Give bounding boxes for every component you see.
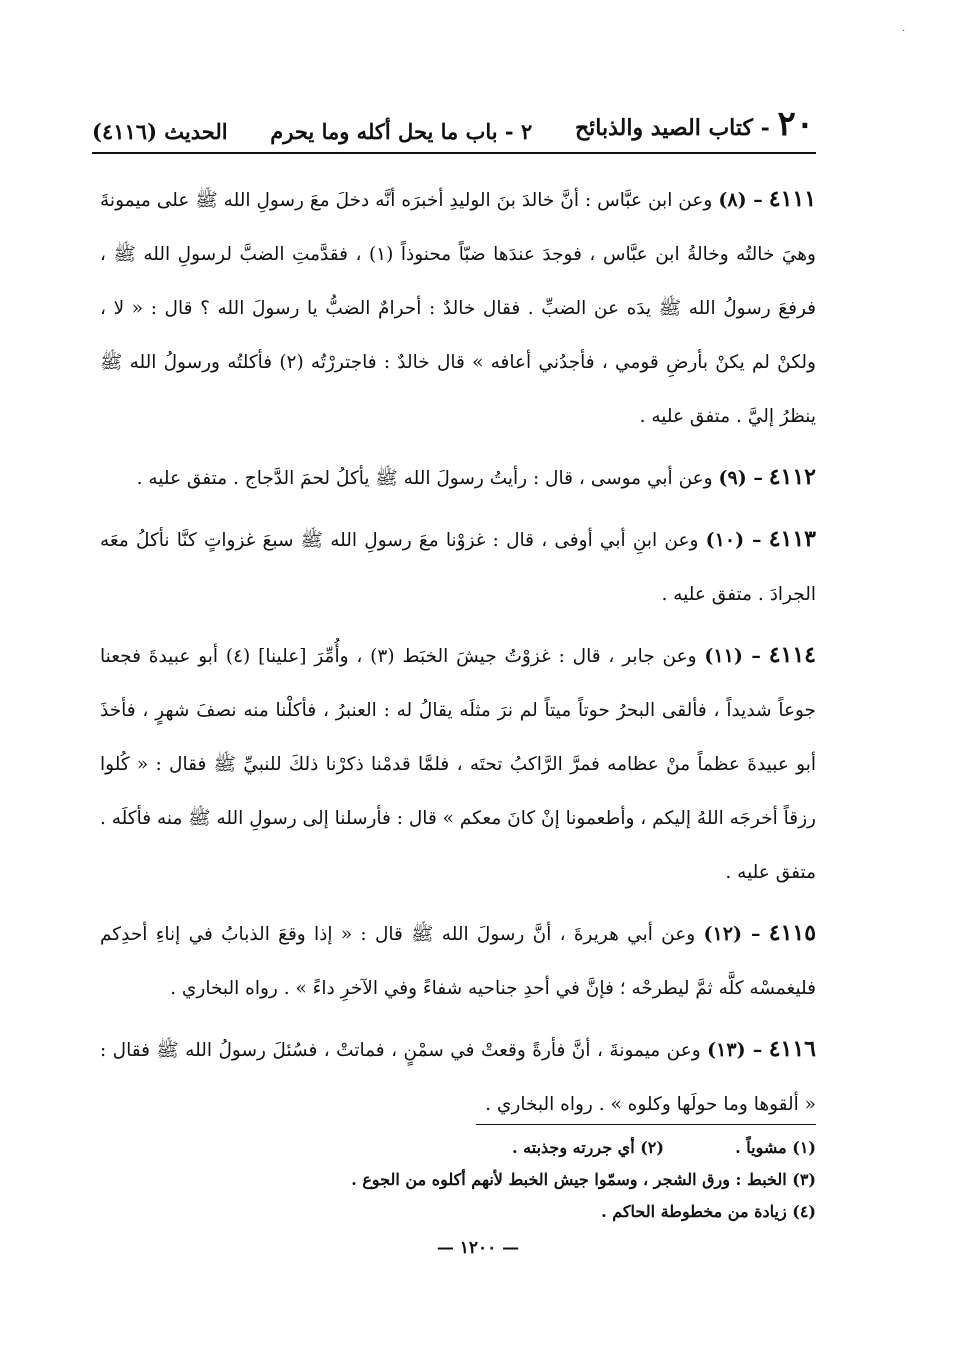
- hadith-number: ٤١١٦: [768, 1036, 816, 1062]
- footnote-2: (٢) أي جررته وجذبته .: [512, 1138, 664, 1157]
- footnote-1: (١) مشوياً .: [735, 1138, 816, 1157]
- hadith-sub-number: – (١٢): [703, 923, 761, 945]
- hadith-4113: [100, 512, 816, 622]
- hadith-text: وعن ابنِ أبي أوفى ، قال : غزوْنا معَ رسولِ الله ﷺ سبعَ غزواتٍ كنَّا نأكلُ معَه الجرادَ . متفق عليه .: [100, 530, 816, 605]
- hadith-4116: [100, 1022, 816, 1132]
- footnote-row-1: [216, 1132, 816, 1164]
- header-hadith-range: الحديث (٤١١٦): [92, 119, 228, 144]
- hadith-sub-number: – (١٠): [705, 529, 762, 551]
- page-footer-number: — ١٢٠٠ —: [436, 1238, 520, 1258]
- hadith-4114: [100, 628, 816, 900]
- hadith-number: ٤١١١: [768, 186, 817, 212]
- hadith-text: وعن أبي هريرةَ ، أنَّ رسولَ الله ﷺ قال : « إذا وقعَ الذبابُ في إناءِ أحدِكم فليغمسْه كلَّه ثمَّ ليطرحْه ؛ فإنَّ في أحدِ جناحيه شفاءً وفي الآخرِ داءً » . رواه البخاري .: [100, 924, 816, 999]
- hadith-number: ٤١١٣: [768, 526, 816, 552]
- running-header: [92, 100, 814, 144]
- hadith-text: وعن ميمونةَ ، أنَّ فأرةً وقعتْ في سمْنٍ ، فماتتْ ، فسُئلَ رسولُ الله ﷺ فقال : « ألقوها وما حولَها وكلوه » . رواه البخاري .: [100, 1040, 816, 1115]
- header-rule: [92, 152, 816, 154]
- hadith-text: وعن ابن عبَّاس : أنَّ خالدَ بنَ الوليدِ أخبرَه أنَّه دخلَ معَ رسولِ الله ﷺ على ميمونةَ وهيَ خالتُه وخالةُ ابن عبَّاس ، فوجدَ عندَها ضبّاً محنوذاً (١) ، فقدَّمتِ الضبَّ لرسولِ الله ﷺ ، فرفعَ رسولُ الله ﷺ يدَه عن الضبِّ . فقال خالدٌ : أحرامٌ الضبُّ يا رسولَ الله ؟ قال : « لا ، ولكنْ لم يكنْ بأرضِ قومي ، فأجدُني أعافه » قال خالدٌ : فاجتررْتُه (٢) فأكلتُه ورسولُ الله ﷺ ينظرُ إليَّ . متفق عليه .: [100, 190, 816, 427]
- hadith-text: وعن جابر ، قال : غزوْتُ جيشَ الخبَط (٣) ، وأُمِّرَ [علينا] (٤) أبو عبيدةَ فجعنا جوعاً شديداً ، فألقى البحرُ حوتاً ميتاً لم نرَ مثلَه يقالُ له : العنبرُ ، فأكلْنا منه نصفَ شهرٍ ، فأخذَ أبو عبيدةَ عظماً منْ عظامه فمرَّ الرَّاكبُ تحتَه ، فلمَّا قدمْنا ذكرْنا ذلكَ للنبيِّ ﷺ فقال : « كُلوا رزقاً أخرجَه اللهُ إليكم ، وأطعمونا إنْ كانَ معكم » قال : فأرسلنا إلى رسولِ الله ﷺ منه فأكلَه . متفق عليه .: [100, 646, 816, 883]
- footnote-row-2: [216, 1164, 816, 1196]
- hadith-text: وعن أبي موسى ، قال : رأيتُ رسولَ الله ﷺ يأكلُ لحمَ الدَّجاج . متفق عليه .: [136, 468, 713, 489]
- main-text: [100, 172, 816, 1138]
- footnotes: [216, 1132, 816, 1228]
- hadith-sub-number: – (١١): [704, 645, 761, 667]
- header-book-section: [575, 104, 814, 144]
- hadith-sub-number: – (٨): [718, 189, 763, 211]
- header-book-title: - كتاب الصيد والذبائح: [574, 115, 770, 141]
- hadith-sub-number: – (٩): [718, 467, 763, 489]
- footnote-row-3: [216, 1196, 816, 1228]
- hadith-4112: [100, 450, 816, 506]
- hadith-4111: [100, 172, 816, 444]
- hadith-number: ٤١١٥: [768, 920, 817, 946]
- hadith-number: ٤١١٤: [768, 642, 816, 668]
- header-chapter-title: ٢ - باب ما يحل أكله وما يحرم: [270, 119, 533, 144]
- footnote-3: (٣) الخبط : ورق الشجر ، وسمّوا جيش الخبط لأنهم أكلوه من الجوع .: [351, 1170, 816, 1189]
- footnote-rule: [476, 1124, 816, 1125]
- hadith-4115: [100, 906, 816, 1016]
- hadith-number: ٤١١٢: [768, 464, 816, 490]
- hadith-sub-number: – (١٣): [707, 1039, 763, 1061]
- footnote-4: (٤) زيادة من مخطوطة الحاكم .: [601, 1202, 816, 1221]
- header-page-number: ٢٠: [777, 104, 814, 144]
- margin-mark: ·: [902, 26, 906, 37]
